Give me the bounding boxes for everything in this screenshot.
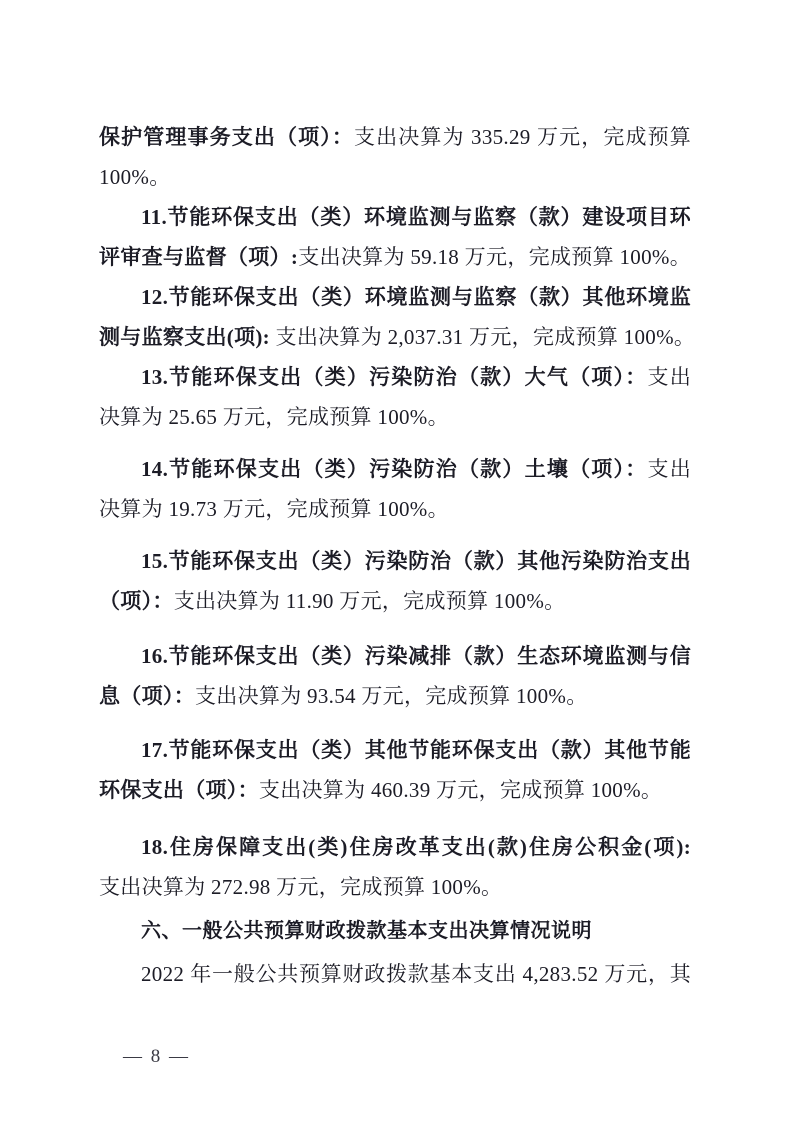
text-run: 100%。 <box>99 165 171 189</box>
text-run: 15.节能环保支出（类）污染防治（款）其他污染防治支出 <box>141 549 691 573</box>
text-run: 2022 年一般公共预算财政拨款基本支出 4,283.52 万元，其 <box>141 962 691 986</box>
text-run: 支出决算为 93.54 万元，完成预算 100%。 <box>195 684 588 708</box>
text-line <box>99 730 691 770</box>
text-line <box>99 770 691 810</box>
page-content <box>99 117 696 994</box>
text-run: 环保支出（项）： <box>99 778 259 802</box>
text-run: 16.节能环保支出（类）污染减排（款）生态环境监测与信 <box>141 644 691 668</box>
section-heading-text <box>99 911 691 951</box>
text-run: 决算为 25.65 万元，完成预算 100%。 <box>99 405 449 429</box>
text-line <box>99 277 691 317</box>
text-run: 六、一般公共预算财政拨款基本支出决算情况说明 <box>141 920 592 942</box>
paragraph-item-15 <box>99 541 691 621</box>
text-line <box>99 827 691 867</box>
text-run: 决算为 19.73 万元，完成预算 100%。 <box>99 497 449 521</box>
text-run: 支出决算为 11.90 万元，完成预算 100%。 <box>173 589 566 613</box>
text-line <box>99 954 691 994</box>
paragraph-item-17 <box>99 730 691 810</box>
text-run: 支出决算为 460.39 万元，完成预算 100%。 <box>258 778 663 802</box>
text-run: 14.节能环保支出（类）污染防治（款）土壤（项）： <box>141 457 648 481</box>
text-run: 息（项）： <box>99 684 195 708</box>
paragraph-item-11 <box>99 197 691 277</box>
paragraph-item-18 <box>99 827 691 907</box>
text-run: 支出决算为 2,037.31 万元，完成预算 100%。 <box>269 325 696 349</box>
text-run: （项）： <box>99 589 174 613</box>
text-line <box>99 157 691 197</box>
text-run: 13.节能环保支出（类）污染防治（款）大气（项）： <box>141 365 648 389</box>
text-line <box>99 197 691 237</box>
text-run: 18.住房保障支出(类)住房改革支出(款)住房公积金(项): <box>141 835 691 859</box>
text-run: 17.节能环保支出（类）其他节能环保支出（款）其他节能 <box>141 738 691 762</box>
text-line <box>99 397 691 437</box>
text-run: 支出决算为 335.29 万元，完成预算 <box>354 125 691 149</box>
text-line <box>99 357 691 397</box>
paragraph-item-14 <box>99 449 691 529</box>
text-run: 测与监察支出(项): <box>99 325 270 349</box>
page-number: — 8 — <box>123 1046 190 1067</box>
text-run: 11.节能环保支出（类）环境监测与监察（款）建设项目环 <box>141 205 691 229</box>
text-run: 支出 <box>647 457 691 481</box>
text-line <box>99 541 691 581</box>
text-run: 支出决算为 272.98 万元，完成预算 100%。 <box>99 875 503 899</box>
text-line <box>99 581 691 621</box>
text-line <box>99 317 696 357</box>
text-run: 支出决算为 59.18 万元，完成预算 100%。 <box>298 245 691 269</box>
text-line <box>99 237 691 277</box>
paragraph-item-12 <box>99 277 696 357</box>
paragraph-item-13 <box>99 357 691 437</box>
text-line <box>99 117 691 157</box>
section-6-heading <box>99 911 691 951</box>
text-line <box>99 636 691 676</box>
text-run: 保护管理事务支出（项）： <box>99 125 355 149</box>
paragraph-item-16 <box>99 636 691 716</box>
text-line <box>99 449 691 489</box>
text-run: 支出 <box>647 365 691 389</box>
text-line <box>99 489 691 529</box>
text-run: 评审查与监督（项）: <box>99 245 299 269</box>
paragraph-basic-expenditure-intro <box>99 954 691 994</box>
text-line <box>99 676 691 716</box>
text-line <box>99 867 691 907</box>
paragraph-item10-continuation <box>99 117 691 197</box>
text-run: 12.节能环保支出（类）环境监测与监察（款）其他环境监 <box>141 285 691 309</box>
